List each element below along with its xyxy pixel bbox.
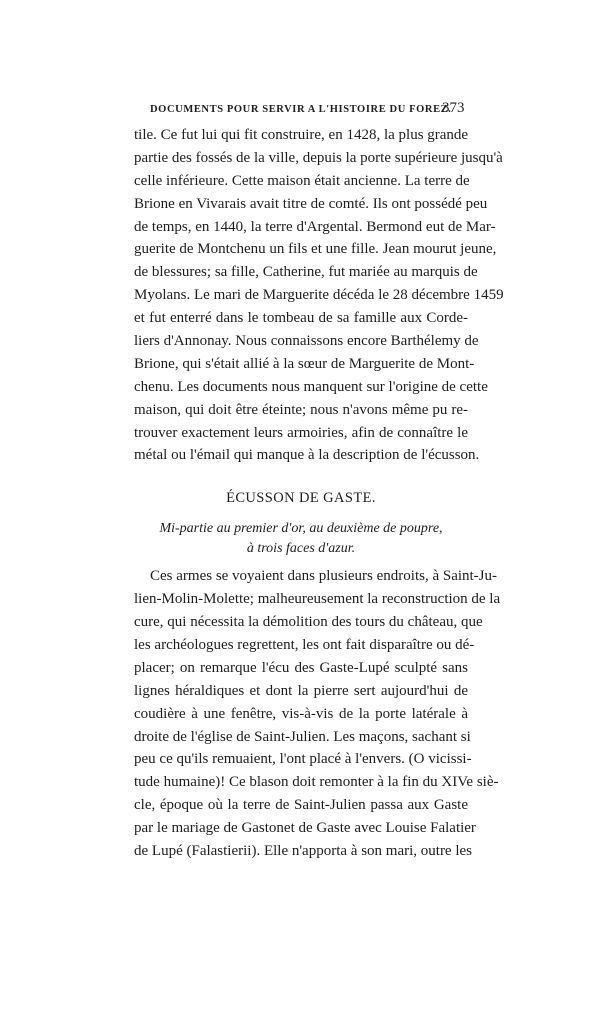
text-line: placer; on remarque l'écu des Gaste-Lupé sculpté sans [134, 659, 468, 676]
text-line: guerite de Montchenu un fils et une fille. Jean mourut jeune, [134, 241, 497, 258]
text-line: par le mariage de Gastonet de Gaste avec Louise Falatier [134, 820, 476, 837]
text-line: liers d'Annonay. Nous connaissons encore Barthélemy de [134, 333, 479, 350]
page-body [134, 124, 504, 863]
paragraph [134, 565, 501, 863]
text-line: celle inférieure. Cette maison était ancienne. La terre de [134, 172, 470, 189]
text-line: Brione, qui s'était allié à la sœur de Marguerite de Mont- [134, 355, 475, 372]
text-line: tude humaine)! Ce blason doit remonter à la fin du XIVe siè- [134, 774, 499, 791]
text-line: lien-Molin-Molette; malheureusement la reconstruction de la [134, 591, 501, 608]
text-line: les archéologues regrettent, les ont fait disparaître ou dé- [134, 637, 475, 654]
text-line: peu ce qu'ils remuaient, l'ont placé à l'envers. (O vicissi- [134, 751, 472, 768]
text-line: Myolans. Le mari de Marguerite décéda le 28 décembre 1459 [134, 287, 504, 304]
text-line: partie des fossés de la ville, depuis la porte supérieure jusqu'à [134, 149, 503, 166]
text-line: coudière à une fenêtre, vis-à-vis de la porte latérale à [134, 705, 468, 722]
text-line: cure, qui nécessita la démolition des tours du château, que [134, 614, 483, 631]
blazon-line: Mi-partie au premier d'or, au deuxième de poupre, [159, 521, 443, 537]
blazon-description [134, 519, 468, 559]
section-heading: ÉCUSSON DE GASTE. [226, 490, 376, 507]
text-line: et fut enterré dans le tombeau de sa famille aux Corde- [134, 310, 468, 327]
text-line: Brione en Vivarais avait titre de comté. Ils ont possédé peu [134, 195, 488, 212]
text-line: lignes héraldiques et dont la pierre sert aujourd'hui de [134, 682, 468, 699]
text-line: de blessures; sa fille, Catherine, fut mariée au marquis de [134, 264, 478, 281]
text-line: tile. Ce fut lui qui fit construire, en 1428, la plus grande [134, 127, 469, 143]
text-line: de temps, en 1440, la terre d'Argental. Bermond eut de Mar- [134, 218, 496, 235]
text-line: cle, époque où la terre de Saint-Julien passa aux Gaste [134, 797, 468, 814]
page-number: 373 [442, 100, 465, 116]
text-line: Ces armes se voyaient dans plusieurs endroits, à Saint-Ju- [150, 568, 498, 585]
text-line: trouver exactement leurs armoiries, afin de connaître le [134, 424, 468, 441]
paragraph-continued [134, 124, 504, 467]
text-line: de Lupé (Falastierii). Elle n'apporta à son mari, outre les [134, 843, 473, 860]
text-line: maison, qui doit être éteinte; nous n'avons même pu re- [134, 401, 468, 418]
text-line: chenu. Les documents nous manquent sur l'origine de cette [134, 378, 488, 395]
running-title: DOCUMENTS POUR SERVIR A L'HISTOIRE DU FOREZ. [150, 104, 452, 115]
text-line: droite de l'église de Saint-Julien. Les maçons, sachant si [134, 728, 471, 745]
blazon-line: à trois faces d'azur. [246, 541, 356, 557]
text-line: métal ou l'émail qui manque à la description de l'écusson. [134, 447, 480, 464]
